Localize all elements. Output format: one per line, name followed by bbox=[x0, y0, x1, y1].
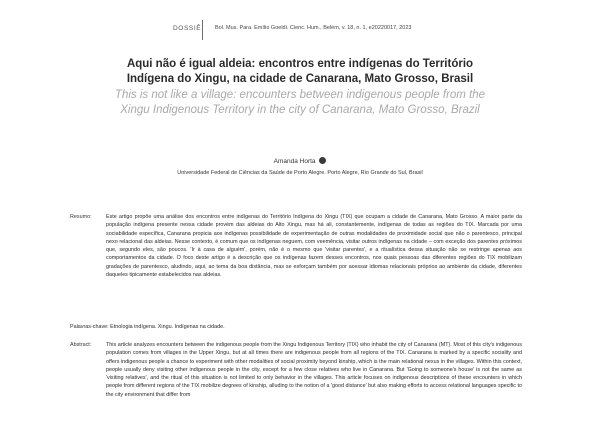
author-line bbox=[0, 157, 600, 165]
abstract-text: This article analyzes encounters between the indigenous people from the Xingu Indigenous Territory (TIX) who inhabit the city of Canarana (MT). Most of this city's indigenous population comes from villages in the Upper Xingu, but at all times there are indigenous people from all regions of the TIX. Canarana is marked by a specific sociality and offers indigenous people a chance to experiment with other modalities of social proximity beyond kinship, which is the main relational nexus in the villages. Within this context, people usually deny visiting other indigenous people in the city, except for a few close relatives who live in Canarana. But 'Going to someone's house' is not the same as 'visiting relatives', and the ritual of this situation is not limited to only behavior in the villages. This article focuses on indigenous descriptions of these encounters in which people from different regions of the TIX mobilize degrees of kinship, alluding to the notion of a 'good distance' but also making efforts to access relational languages specific to the city environment that differ from bbox=[106, 342, 522, 398]
author-affiliation: Universidade Federal de Ciências da Saúde de Porto Alegre. Porto Alegre, Rio Grande do Sul, Brasil bbox=[177, 170, 423, 176]
journal-header bbox=[0, 20, 600, 42]
title-en-line: This is not like a village: encounters between indigenous people from the bbox=[114, 89, 486, 101]
orcid-icon[interactable] bbox=[319, 157, 326, 164]
resumo-text: Este artigo propõe uma análise dos encontros entre indígenas do Território Indígena do Xingu (TIX) que ocupam a cidade de Canarana, Mato Grosso. A maior parte da população indígena presente nessa cidade provém das aldeias do Alto Xingu, mas há ali, constantemente, indígenas de todas as regiões do TIX. Marcada por uma sociabilidade específica, Canarana propicia aos indígenas possibilidade de experimentação de outras modalidades de proximidade social que não o parentesco, principal nexo relacional das aldeias. Nesse contexto, é comum que os indígenas neguem, com veemência, visitar outros indígenas na cidade – com exceção dos parentes próximos que, segundo eles, são poucos. 'Ir à casa de alguém', porém, não é o mesmo que 'visitar parentes', e a ritualística dessa situação não se restringe apenas aos comportamentos da cidade. O foco deste artigo é a descrição que os indígenas fazem desses encontros, nos quais pessoas das diferentes regiões do TIX mobilizam gradações de parentesco, aludindo, aqui, ao tema da boa distância, mas se esforçam também por acessar idiomas relacionais próprios ao ambiente da cidade, diferentes daqueles tipicamente estabelecidos nas aldeias. bbox=[106, 214, 522, 278]
journal-citation: Bol. Mus. Para. Emílio Goeldi. Cienc. Hum., Belém, v. 18, n. 1, e20220017, 2023 bbox=[215, 25, 412, 31]
abstract-section bbox=[70, 341, 522, 399]
keywords-section bbox=[70, 323, 522, 331]
abstract-label: Abstract: bbox=[70, 342, 92, 348]
section-label: DOSSIÊ bbox=[173, 25, 202, 32]
resumo-section bbox=[70, 213, 522, 279]
title-english bbox=[80, 88, 520, 118]
title-pt-line: Aqui não é igual aldeia: encontros entre indígenas do Território bbox=[126, 58, 474, 70]
author-name: Amanda Horta bbox=[273, 158, 316, 165]
title-portuguese bbox=[100, 57, 500, 87]
header-divider bbox=[202, 20, 203, 40]
title-pt-line: Indígena do Xingu, na cidade de Canarana, Mato Grosso, Brasil bbox=[126, 73, 474, 85]
title-en-line: Xingu Indigenous Territory in the city of Canarana, Mato Grosso, Brazil bbox=[120, 104, 480, 116]
keywords-text: Etnologia indígena. Xingu. Indígenas na cidade. bbox=[110, 324, 225, 330]
keywords-label: Palavras-chave: bbox=[70, 324, 109, 330]
resumo-label: Resumo: bbox=[70, 214, 92, 220]
